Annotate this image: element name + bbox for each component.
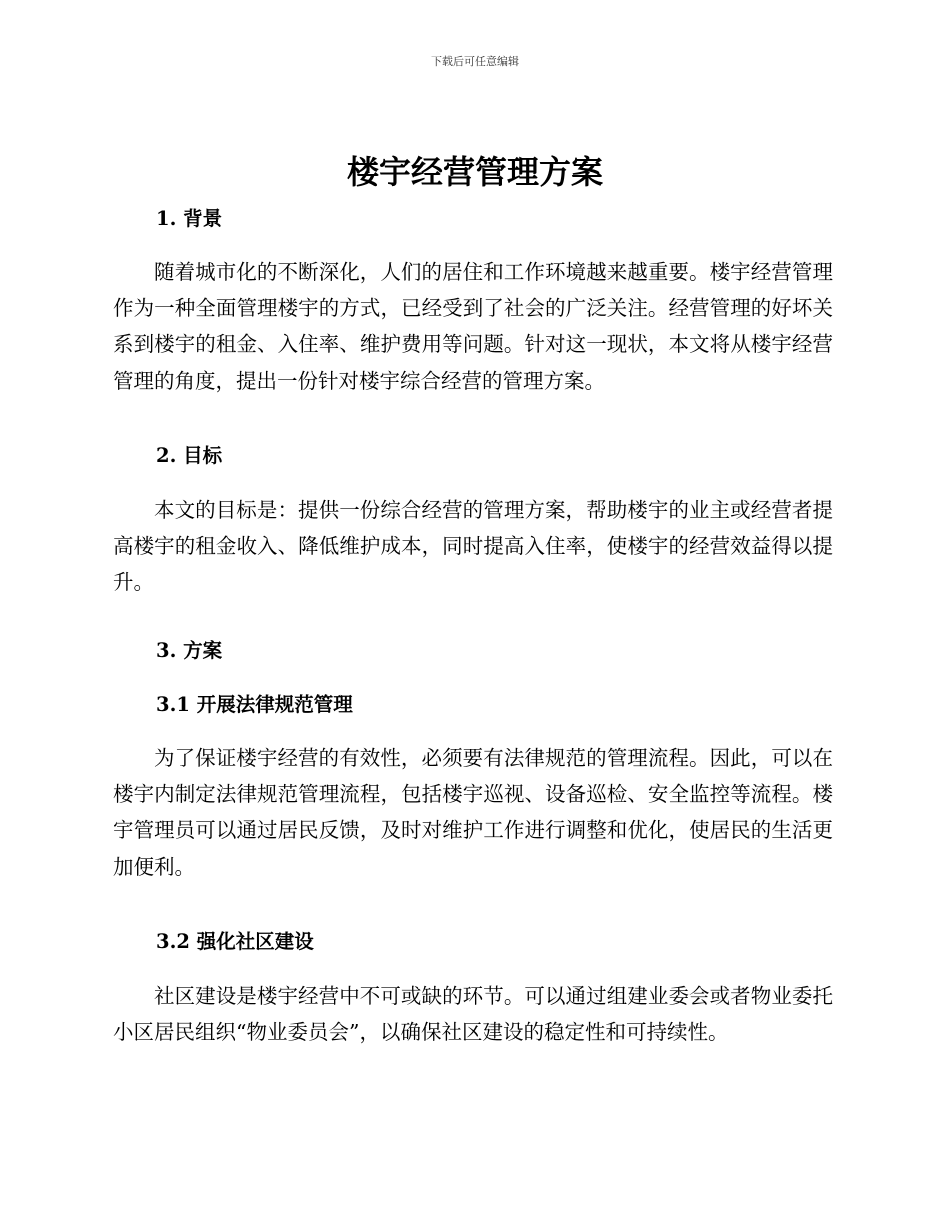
section-paragraph-legal-management: 为了保证楼宇经营的有效性，必须要有法律规范的管理流程。因此，可以在楼宇内制定法律规范管理流程，包括楼宇巡视、设备巡检、安全监控等流程。楼宇管理员可以通过居民反馈，及时对维护工作进行调整和优化，使居民的生活更加便利。 (113, 746, 833, 879)
section-heading-goals: 2. 目标 (156, 444, 223, 467)
document-title: 楼宇经营管理方案 (346, 153, 603, 191)
section-paragraph-community-building: 社区建设是楼宇经营中不可或缺的环节。可以通过组建业委会或者物业委托小区居民组织“物业委员会”，以确保社区建设的稳定性和可持续性。 (113, 984, 833, 1045)
page-header-note: 下载后可任意编辑 (431, 55, 519, 68)
section-heading-plan: 3. 方案 (156, 639, 223, 662)
section-paragraph-background: 随着城市化的不断深化，人们的居住和工作环境越来越重要。楼宇经营管理作为一种全面管理楼宇的方式，已经受到了社会的广泛关注。经营管理的好坏关系到楼宇的租金、入住率、维护费用等问题。针对这一现状，本文将从楼宇经营管理的角度，提出一份针对楼宇综合经营的管理方案。 (113, 260, 833, 393)
section-heading-background: 1. 背景 (156, 207, 223, 230)
section-paragraph-goals: 本文的目标是：提供一份综合经营的管理方案，帮助楼宇的业主或经营者提高楼宇的租金收入、降低维护成本，同时提高入住率，使楼宇的经营效益得以提升。 (113, 498, 833, 595)
section-heading-legal-management: 3.1 开展法律规范管理 (156, 693, 353, 716)
section-heading-community-building: 3.2 强化社区建设 (156, 930, 314, 953)
